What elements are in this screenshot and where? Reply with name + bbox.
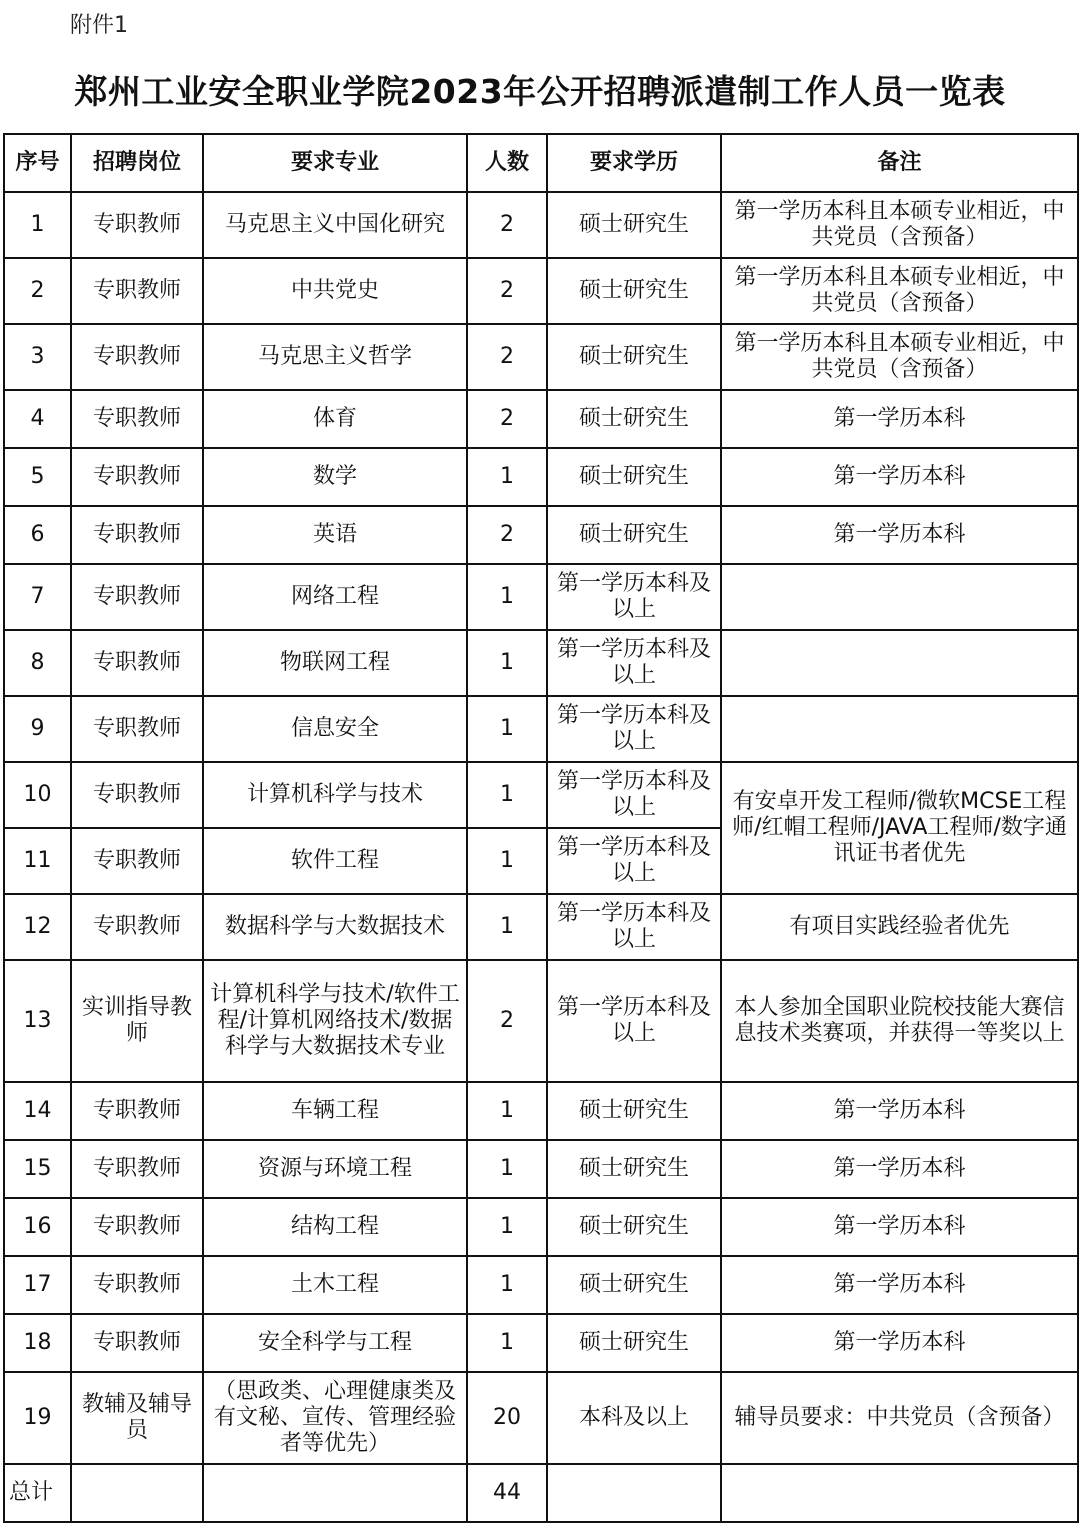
cell-post: 专职教师 <box>71 390 203 448</box>
total-row <box>4 1464 1078 1522</box>
cell-count: 1 <box>467 1314 547 1372</box>
page-title: 郑州工业安全职业学院2023年公开招聘派遣制工作人员一览表 <box>74 72 1006 111</box>
cell-major: 马克思主义中国化研究 <box>203 192 467 258</box>
cell-post: 实训指导教师 <box>71 960 203 1082</box>
cell-edu: 硕士研究生 <box>547 258 721 324</box>
cell-remark <box>721 630 1078 696</box>
cell-count: 1 <box>467 696 547 762</box>
cell-count: 1 <box>467 1082 547 1140</box>
cell-major: 体育 <box>203 390 467 448</box>
cell-count: 20 <box>467 1372 547 1464</box>
cell-remark: 第一学历本科且本硕专业相近，中共党员（含预备） <box>721 324 1078 390</box>
cell-count: 1 <box>467 564 547 630</box>
cell-remark: 第一学历本科 <box>721 1198 1078 1256</box>
table-row <box>4 258 1078 324</box>
cell-no: 3 <box>4 324 71 390</box>
cell-post: 专职教师 <box>71 1140 203 1198</box>
cell-edu: 第一学历本科及以上 <box>547 828 721 894</box>
table-row <box>4 1314 1078 1372</box>
header-count: 人数 <box>467 134 547 192</box>
cell-post: 专职教师 <box>71 1082 203 1140</box>
cell-count: 2 <box>467 960 547 1082</box>
cell-edu: 本科及以上 <box>547 1372 721 1464</box>
cell-edu: 硕士研究生 <box>547 390 721 448</box>
header-no: 序号 <box>4 134 71 192</box>
recruitment-table <box>3 133 1079 1523</box>
table-body <box>4 134 1078 1522</box>
cell-edu: 硕士研究生 <box>547 1140 721 1198</box>
cell-no: 14 <box>4 1082 71 1140</box>
cell-no: 10 <box>4 762 71 828</box>
cell-post: 专职教师 <box>71 1198 203 1256</box>
cell-count: 1 <box>467 630 547 696</box>
cell-major: （思政类、心理健康类及有文秘、宣传、管理经验者等优先） <box>203 1372 467 1464</box>
cell-remark: 第一学历本科 <box>721 506 1078 564</box>
cell-major: 数据科学与大数据技术 <box>203 894 467 960</box>
cell-major: 资源与环境工程 <box>203 1140 467 1198</box>
table-row <box>4 390 1078 448</box>
cell-edu: 第一学历本科及以上 <box>547 960 721 1082</box>
cell-no: 13 <box>4 960 71 1082</box>
cell-post: 专职教师 <box>71 192 203 258</box>
cell-remark: 本人参加全国职业院校技能大赛信息技术类赛项，并获得一等奖以上 <box>721 960 1078 1082</box>
cell-count: 1 <box>467 828 547 894</box>
cell-major: 软件工程 <box>203 828 467 894</box>
cell-edu: 硕士研究生 <box>547 324 721 390</box>
cell-no: 11 <box>4 828 71 894</box>
table-row <box>4 630 1078 696</box>
cell-no: 17 <box>4 1256 71 1314</box>
cell-major: 安全科学与工程 <box>203 1314 467 1372</box>
cell-count: 1 <box>467 1140 547 1198</box>
cell-count: 2 <box>467 324 547 390</box>
cell-major: 数学 <box>203 448 467 506</box>
cell-post: 专职教师 <box>71 630 203 696</box>
cell-post: 专职教师 <box>71 564 203 630</box>
cell-remark <box>721 696 1078 762</box>
table-row <box>4 506 1078 564</box>
cell-empty <box>721 1464 1078 1522</box>
cell-count: 1 <box>467 762 547 828</box>
header-post: 招聘岗位 <box>71 134 203 192</box>
cell-post: 专职教师 <box>71 696 203 762</box>
cell-major: 计算机科学与技术/软件工程/计算机网络技术/数据科学与大数据技术专业 <box>203 960 467 1082</box>
header-remark: 备注 <box>721 134 1078 192</box>
cell-count: 1 <box>467 1198 547 1256</box>
cell-post: 专职教师 <box>71 894 203 960</box>
cell-edu: 第一学历本科及以上 <box>547 564 721 630</box>
cell-post: 教辅及辅导员 <box>71 1372 203 1464</box>
cell-count: 2 <box>467 390 547 448</box>
cell-post: 专职教师 <box>71 1314 203 1372</box>
cell-remark: 第一学历本科 <box>721 448 1078 506</box>
cell-no: 12 <box>4 894 71 960</box>
cell-remark: 第一学历本科 <box>721 1082 1078 1140</box>
total-count: 44 <box>467 1464 547 1522</box>
cell-edu: 硕士研究生 <box>547 448 721 506</box>
cell-post: 专职教师 <box>71 258 203 324</box>
table-row <box>4 960 1078 1082</box>
cell-edu: 第一学历本科及以上 <box>547 762 721 828</box>
cell-post: 专职教师 <box>71 448 203 506</box>
table-row <box>4 192 1078 258</box>
cell-remark: 有项目实践经验者优先 <box>721 894 1078 960</box>
table-row <box>4 324 1078 390</box>
cell-post: 专职教师 <box>71 506 203 564</box>
cell-count: 1 <box>467 894 547 960</box>
cell-remark: 第一学历本科 <box>721 1140 1078 1198</box>
cell-remark: 第一学历本科 <box>721 390 1078 448</box>
cell-post: 专职教师 <box>71 1256 203 1314</box>
cell-count: 2 <box>467 258 547 324</box>
header-row <box>4 134 1078 192</box>
cell-edu: 第一学历本科及以上 <box>547 630 721 696</box>
cell-count: 1 <box>467 448 547 506</box>
cell-edu: 第一学历本科及以上 <box>547 696 721 762</box>
cell-edu: 硕士研究生 <box>547 1082 721 1140</box>
cell-empty <box>71 1464 203 1522</box>
cell-edu: 第一学历本科及以上 <box>547 894 721 960</box>
cell-no: 15 <box>4 1140 71 1198</box>
table-row <box>4 1082 1078 1140</box>
cell-edu: 硕士研究生 <box>547 192 721 258</box>
cell-major: 物联网工程 <box>203 630 467 696</box>
table-row <box>4 564 1078 630</box>
table-row <box>4 1198 1078 1256</box>
cell-no: 5 <box>4 448 71 506</box>
cell-major: 马克思主义哲学 <box>203 324 467 390</box>
cell-post: 专职教师 <box>71 324 203 390</box>
cell-edu: 硕士研究生 <box>547 1314 721 1372</box>
cell-count: 1 <box>467 1256 547 1314</box>
cell-count: 2 <box>467 506 547 564</box>
table-row <box>4 696 1078 762</box>
cell-edu: 硕士研究生 <box>547 1198 721 1256</box>
cell-major: 计算机科学与技术 <box>203 762 467 828</box>
cell-remark: 第一学历本科 <box>721 1256 1078 1314</box>
cell-remark: 第一学历本科 <box>721 1314 1078 1372</box>
cell-remark: 第一学历本科且本硕专业相近，中共党员（含预备） <box>721 258 1078 324</box>
cell-major: 结构工程 <box>203 1198 467 1256</box>
cell-remark: 辅导员要求：中共党员（含预备） <box>721 1372 1078 1464</box>
table-row <box>4 448 1078 506</box>
cell-major: 中共党史 <box>203 258 467 324</box>
cell-no: 16 <box>4 1198 71 1256</box>
cell-no: 2 <box>4 258 71 324</box>
cell-major: 土木工程 <box>203 1256 467 1314</box>
cell-major: 网络工程 <box>203 564 467 630</box>
table-row <box>4 1372 1078 1464</box>
cell-no: 7 <box>4 564 71 630</box>
cell-no: 4 <box>4 390 71 448</box>
cell-remark: 第一学历本科且本硕专业相近，中共党员（含预备） <box>721 192 1078 258</box>
cell-edu: 硕士研究生 <box>547 1256 721 1314</box>
cell-empty <box>203 1464 467 1522</box>
table-row <box>4 762 1078 828</box>
cell-no: 19 <box>4 1372 71 1464</box>
header-major: 要求专业 <box>203 134 467 192</box>
table-row <box>4 1140 1078 1198</box>
cell-no: 8 <box>4 630 71 696</box>
attachment-label: 附件1 <box>70 13 128 38</box>
cell-major: 英语 <box>203 506 467 564</box>
cell-major: 信息安全 <box>203 696 467 762</box>
cell-no: 9 <box>4 696 71 762</box>
cell-post: 专职教师 <box>71 828 203 894</box>
cell-major: 车辆工程 <box>203 1082 467 1140</box>
cell-count: 2 <box>467 192 547 258</box>
table-row <box>4 894 1078 960</box>
cell-no: 18 <box>4 1314 71 1372</box>
cell-remark <box>721 564 1078 630</box>
cell-no: 6 <box>4 506 71 564</box>
header-edu: 要求学历 <box>547 134 721 192</box>
cell-edu: 硕士研究生 <box>547 506 721 564</box>
cell-empty <box>547 1464 721 1522</box>
table-row <box>4 1256 1078 1314</box>
total-label: 总计 <box>4 1464 71 1522</box>
cell-no: 1 <box>4 192 71 258</box>
cell-post: 专职教师 <box>71 762 203 828</box>
cell-remark: 有安卓开发工程师/微软MCSE工程师/红帽工程师/JAVA工程师/数字通讯证书者优先 <box>721 762 1078 894</box>
